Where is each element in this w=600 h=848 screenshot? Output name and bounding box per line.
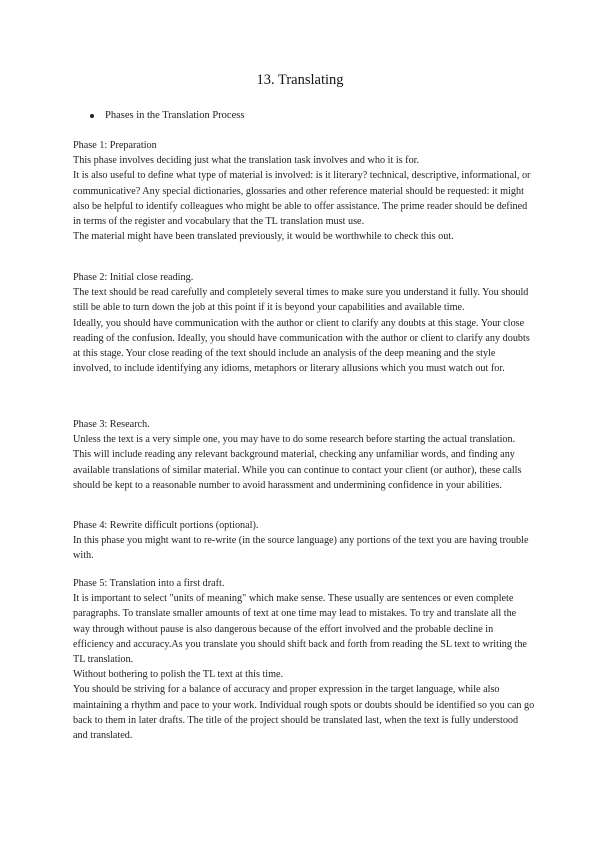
phase-4-section [73, 518, 535, 564]
paragraph: In this phase you might want to re-write (in the source language) any portions of the text you are having trouble with. [73, 535, 529, 562]
phase-heading: Phase 3: Research. [73, 419, 150, 430]
paragraph: Ideally, you should have communication with the author or client to clarify any doubts at this stage. Your close reading of the confusion. Ideally, you should have communication with the author or client to clarify any doubts at this stage. Your close reading of the text should include an analysis of the deep meaning and the style involved, to include identifying any idioms, metaphors or literary allusions which you must watch out for. [73, 317, 530, 375]
phase-heading: Phase 4: Rewrite difficult portions (optional). [73, 520, 259, 531]
paragraph: It is important to select "units of meaning" which make sense. These usually are sentences or even complete paragraphs. To translate smaller amounts of text at one time may lead to mistakes. To try and translate all the way through without pause is also dangerous because of the effort involved and the probable decline in efficiency and accuracy.As you translate you should shift back and forth from reading the SL text to writing the TL translation. [73, 593, 527, 666]
paragraph: Unless the text is a very simple one, you may have to do some research before starting the actual translation. This will include reading any relevant background material, checking any unfamiliar words, and finding any available translations of similar material. While you can continue to contact your client (or author), these calls should be kept to a reasonable number to avoid harassment and undermining confidence in your abilities. [73, 434, 522, 491]
phase-2-section [73, 270, 535, 376]
paragraph: The material might have been translated previously, it would be worthwhile to check this out. [73, 231, 454, 243]
phase-heading: Phase 5: Translation into a first draft. [73, 578, 225, 589]
phase-heading: Phase 1: Preparation [73, 140, 157, 151]
page-title: 13. Translating [256, 72, 344, 88]
paragraph: This phase involves deciding just what the translation task involves and who it is for. [73, 155, 420, 167]
paragraph: It is also useful to define what type of material is involved: is it literary? technical, descriptive, informational, or communicative? Any special dictionaries, glossaries and other reference material should be requested: it might also be helpful to identify colleagues who might be able to offer assistance. The prime reader should be defined in terms of the register and vocabulary that the TL translation must use. [73, 170, 531, 228]
bullet-item [90, 110, 244, 121]
bullet-text: Phases in the Translation Process [105, 110, 245, 121]
paragraph: You should be striving for a balance of accuracy and proper expression in the target language, while also maintaining a rhythm and pace to your work. Individual rough spots or doubts should be identified so you can go back to them in later drafts. The title of the project should be translated last, when the text is fully understood and translated. [73, 684, 535, 742]
phase-3-section [73, 417, 535, 493]
phase-1-section [73, 138, 535, 244]
paragraph: Without bothering to polish the TL text at this time. [73, 669, 284, 681]
bullet-icon [90, 114, 94, 118]
phase-5-section [73, 576, 535, 743]
paragraph: The text should be read carefully and completely several times to make sure you understand it fully. You should still be able to turn down the job at this point if it is beyond your capabilities and available time. [73, 287, 529, 314]
phase-heading: Phase 2: Initial close reading. [73, 272, 194, 283]
